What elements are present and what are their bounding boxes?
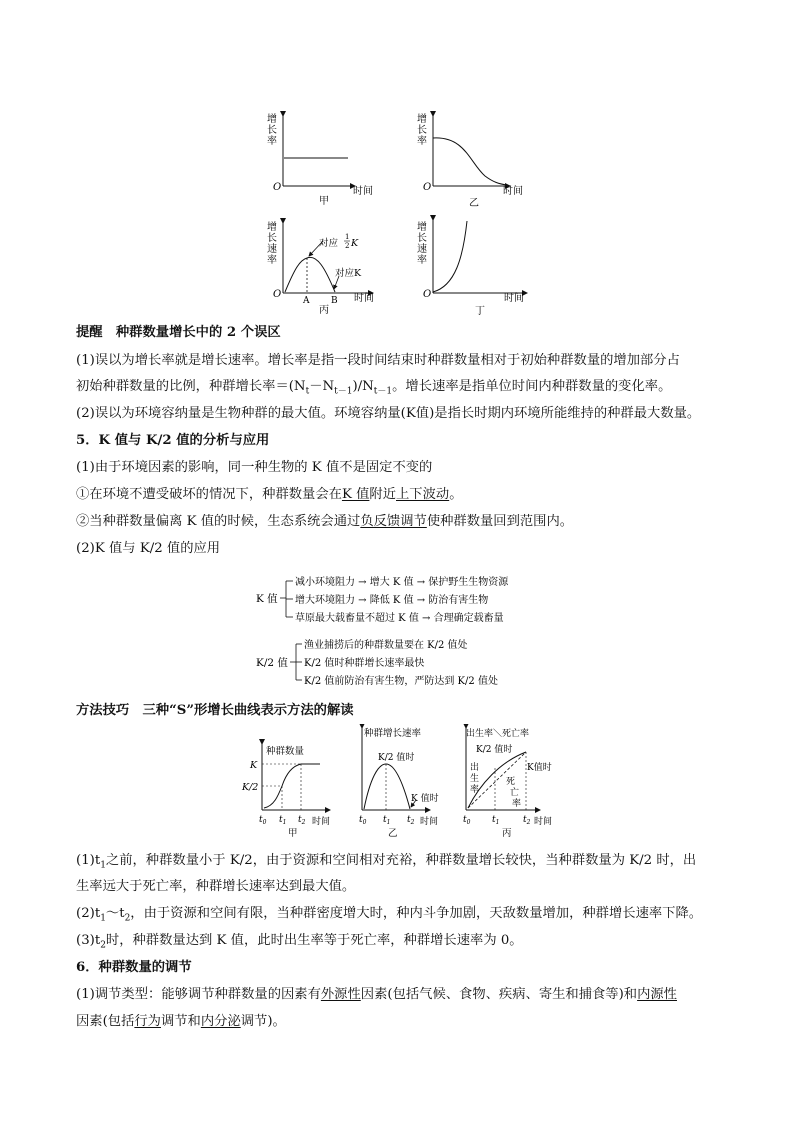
- text-run: －N: [309, 379, 335, 394]
- xlabel: 时间: [354, 293, 374, 304]
- k2-item: K/2 值时种群增长速率最快: [304, 658, 425, 669]
- subscript: 1: [100, 913, 106, 924]
- ylabel-char: 长: [267, 233, 277, 244]
- s-curve: [264, 764, 320, 808]
- tick-a: A: [303, 296, 310, 306]
- tick-b: B: [331, 296, 338, 306]
- annot-k: K值时: [527, 763, 552, 773]
- underlined-term: K 值: [341, 487, 370, 502]
- method-title: 方法技巧 三种“S”形增长曲线表示方法的解读: [76, 703, 354, 718]
- figure-caption: 丙: [502, 828, 512, 839]
- t1: $t_1$: [279, 815, 287, 826]
- subscript: t－1: [373, 386, 393, 397]
- s-figure-jia: [241, 744, 330, 839]
- subscript: t: [305, 386, 310, 397]
- figure-ding: [417, 220, 527, 317]
- annot-k: K 值时: [411, 794, 439, 804]
- ylabel-char: 长: [417, 125, 427, 136]
- t0: $t_0$: [259, 815, 267, 826]
- ylabel-char: 增: [417, 114, 427, 125]
- annot-half-den: 2: [345, 242, 350, 250]
- reminder-title: 提醒 种群数量增长中的 2 个误区: [76, 325, 281, 340]
- decreasing-rate-curve: [433, 138, 507, 185]
- ylabel-char: 率: [417, 136, 427, 147]
- text-run: (1)t: [76, 853, 101, 868]
- text-run: 调节和: [160, 1014, 201, 1029]
- xlabel: 时间: [504, 293, 524, 304]
- k-item: 减小环境阻力 → 增大 K 值 → 保护野生生物资源: [295, 577, 509, 588]
- text-run: 附近: [369, 487, 396, 502]
- figure-yi: [417, 112, 523, 209]
- text-run: 之前，种群数量小于 K/2，由于资源和空间相对充裕，种群数量增长较快，当种群数量为 K/2 时，出: [105, 853, 697, 868]
- text-run: ①在环境不遭受破坏的情况下，种群数量会在: [76, 487, 342, 502]
- death-char: 亡: [510, 788, 520, 798]
- annot-k: 对应K: [335, 268, 362, 279]
- t2: $t_2$: [407, 815, 415, 826]
- text-run: 初始种群数量的比例，种群增长率＝(N: [76, 379, 306, 394]
- section6-title: 6．种群数量的调节: [76, 960, 192, 975]
- underlined-term: 内源性: [637, 987, 677, 1002]
- ylabel-char: 速: [417, 244, 427, 255]
- annot-k2: K/2 值时: [476, 745, 513, 755]
- section6-p1-line1: [76, 986, 726, 1004]
- figure-caption: 丁: [475, 306, 485, 317]
- origin-label: O: [423, 289, 432, 300]
- section5-title: 5．K 值与 K/2 值的分析与应用: [76, 433, 270, 448]
- origin-label: O: [423, 182, 432, 193]
- k2-item: K/2 值前防治有害生物，严防达到 K/2 值处: [304, 676, 498, 687]
- interp-1b: 生率远大于死亡率，种群增长速率达到最大值。: [76, 879, 356, 894]
- ylabel-char: 长: [417, 233, 427, 244]
- t0: $t_0$: [359, 815, 367, 826]
- k-label: K: [250, 760, 258, 771]
- underlined-term: 负反馈调节: [360, 514, 427, 529]
- bell-curve: [364, 764, 410, 809]
- bell-rate-curve: [285, 257, 335, 292]
- subscript: 2: [100, 940, 106, 951]
- ylabel-char: 速: [267, 244, 277, 255]
- interp-2: [76, 905, 726, 928]
- t2: $t_2$: [523, 815, 531, 826]
- text-run: 调节)。: [240, 1014, 286, 1029]
- j-curve: [433, 221, 467, 292]
- k2-label: K/2 值: [256, 657, 288, 669]
- annot-k2: K/2 值时: [378, 753, 415, 763]
- xlabel: 时间: [353, 186, 373, 197]
- text-run: (3)t: [76, 933, 101, 948]
- figure-jia: [267, 112, 373, 207]
- text-run: 。: [449, 487, 463, 502]
- underlined-term: 行为: [134, 1014, 161, 1029]
- reminder-p2: (2)误以为环境容纳量是生物种群的最大值。环境容纳量(K值)是指长时期内环境所能维持的种群最大数量。: [76, 406, 701, 421]
- reminder-p1-line1: (1)误以为增长率就是增长速率。增长率是指一段时间结束时种群数量相对于初始种群数量的增加部分占: [76, 353, 680, 368]
- xlabel: 时间: [420, 817, 439, 827]
- growth-rate-figures: [255, 108, 555, 318]
- underlined-term: 外源性: [320, 987, 361, 1002]
- annot-half-k-letter: K: [351, 238, 359, 249]
- text-run: (1)调节类型：能够调节种群数量的因素有: [76, 987, 321, 1002]
- s-figure-bing: [463, 727, 552, 839]
- death-char: 率: [512, 799, 522, 809]
- annot-half-k: 对应: [319, 238, 339, 249]
- xlabel: 时间: [534, 817, 553, 827]
- t0: $t_0$: [463, 815, 471, 826]
- underlined-term: 内分泌: [200, 1014, 241, 1029]
- figure-caption: 甲: [319, 196, 329, 207]
- s-figure-yi: [359, 727, 439, 839]
- birth-char: 生: [470, 774, 480, 784]
- xlabel: 时间: [503, 186, 523, 197]
- origin-label: O: [273, 289, 282, 300]
- ylabel: 种群增长速率: [364, 728, 422, 739]
- ylabel-char: 增: [267, 114, 277, 125]
- birth-char: 出: [470, 763, 480, 773]
- subscript: 2: [124, 913, 131, 924]
- annot-half-num: 1: [345, 233, 350, 241]
- section6-p1-line2: [76, 1013, 726, 1031]
- ylabel-char: 长: [267, 125, 277, 136]
- text-run: ～t: [105, 906, 125, 921]
- k2-item: 渔业捕捞后的种群数量要在 K/2 值处: [304, 640, 468, 651]
- s-curve-figures: [240, 724, 560, 842]
- subscript: 1: [100, 860, 106, 871]
- origin-label: O: [273, 182, 282, 193]
- text-run: ，由于资源和空间有限，当种群密度增大时，种内斗争加剧，天敌数量增加，种群增长速率下降。: [130, 906, 703, 921]
- text-run: (2)t: [76, 906, 101, 921]
- figure-bing: [267, 220, 374, 316]
- t1: $t_1$: [383, 815, 391, 826]
- text-run: )/N: [352, 379, 374, 394]
- k-label: K 值: [256, 593, 278, 605]
- birth-char: 率: [470, 785, 480, 795]
- xlabel: 时间: [312, 817, 331, 827]
- k-item: 草原最大载畜量不超过 K 值 → 合理确定载畜量: [295, 613, 504, 624]
- death-char: 死: [506, 777, 516, 787]
- figure-caption: 乙: [388, 828, 398, 839]
- k-value-diagram: [252, 570, 552, 695]
- text-run: 时，种群数量达到 K 值，此时出生率等于死亡率，种群增长速率为 0。: [105, 933, 523, 948]
- interp-3: [76, 932, 726, 955]
- figure-caption: 丙: [319, 305, 329, 316]
- section5-sub2: (2)K 值与 K/2 值的应用: [76, 541, 221, 556]
- ylabel-char: 率: [267, 136, 277, 147]
- underlined-term: 上下波动: [396, 487, 450, 502]
- text-run: 因素(包括气候、食物、疾病、寄生和捕食等)和: [360, 987, 638, 1002]
- section5-c1: [76, 486, 726, 504]
- figure-caption: 甲: [288, 828, 298, 839]
- ylabel-char: 率: [417, 255, 427, 266]
- k2-label: K/2: [242, 782, 259, 793]
- section5-sub1: (1)由于环境因素的影响，同一种生物的 K 值不是固定不变的: [76, 460, 433, 475]
- t2: $t_2$: [298, 815, 306, 826]
- ylabel-char: 率: [267, 255, 277, 266]
- k-item: 增大环境阻力 → 降低 K 值 → 防治有害生物: [295, 595, 489, 606]
- text-run: 使种群数量回到范围内。: [426, 514, 574, 529]
- text-run: 因素(包括: [76, 1014, 135, 1029]
- text-run: ②当种群数量偏离 K 值的时候，生态系统会通过: [76, 514, 361, 529]
- ylabel-char: 增: [417, 222, 427, 233]
- subscript: t－1: [334, 386, 353, 397]
- ylabel: 种群数量: [266, 746, 305, 757]
- ylabel-char: 增: [267, 222, 277, 233]
- section5-c2: [76, 513, 726, 531]
- interp-1a: [76, 852, 726, 875]
- figure-caption: 乙: [469, 198, 479, 209]
- ylabel: 出生率＼死亡率: [466, 729, 530, 739]
- reminder-p1-line2: [76, 378, 726, 401]
- t1: $t_1$: [492, 815, 500, 826]
- text-run: 。增长速率是指单位时间内种群数量的变化率。: [392, 379, 672, 394]
